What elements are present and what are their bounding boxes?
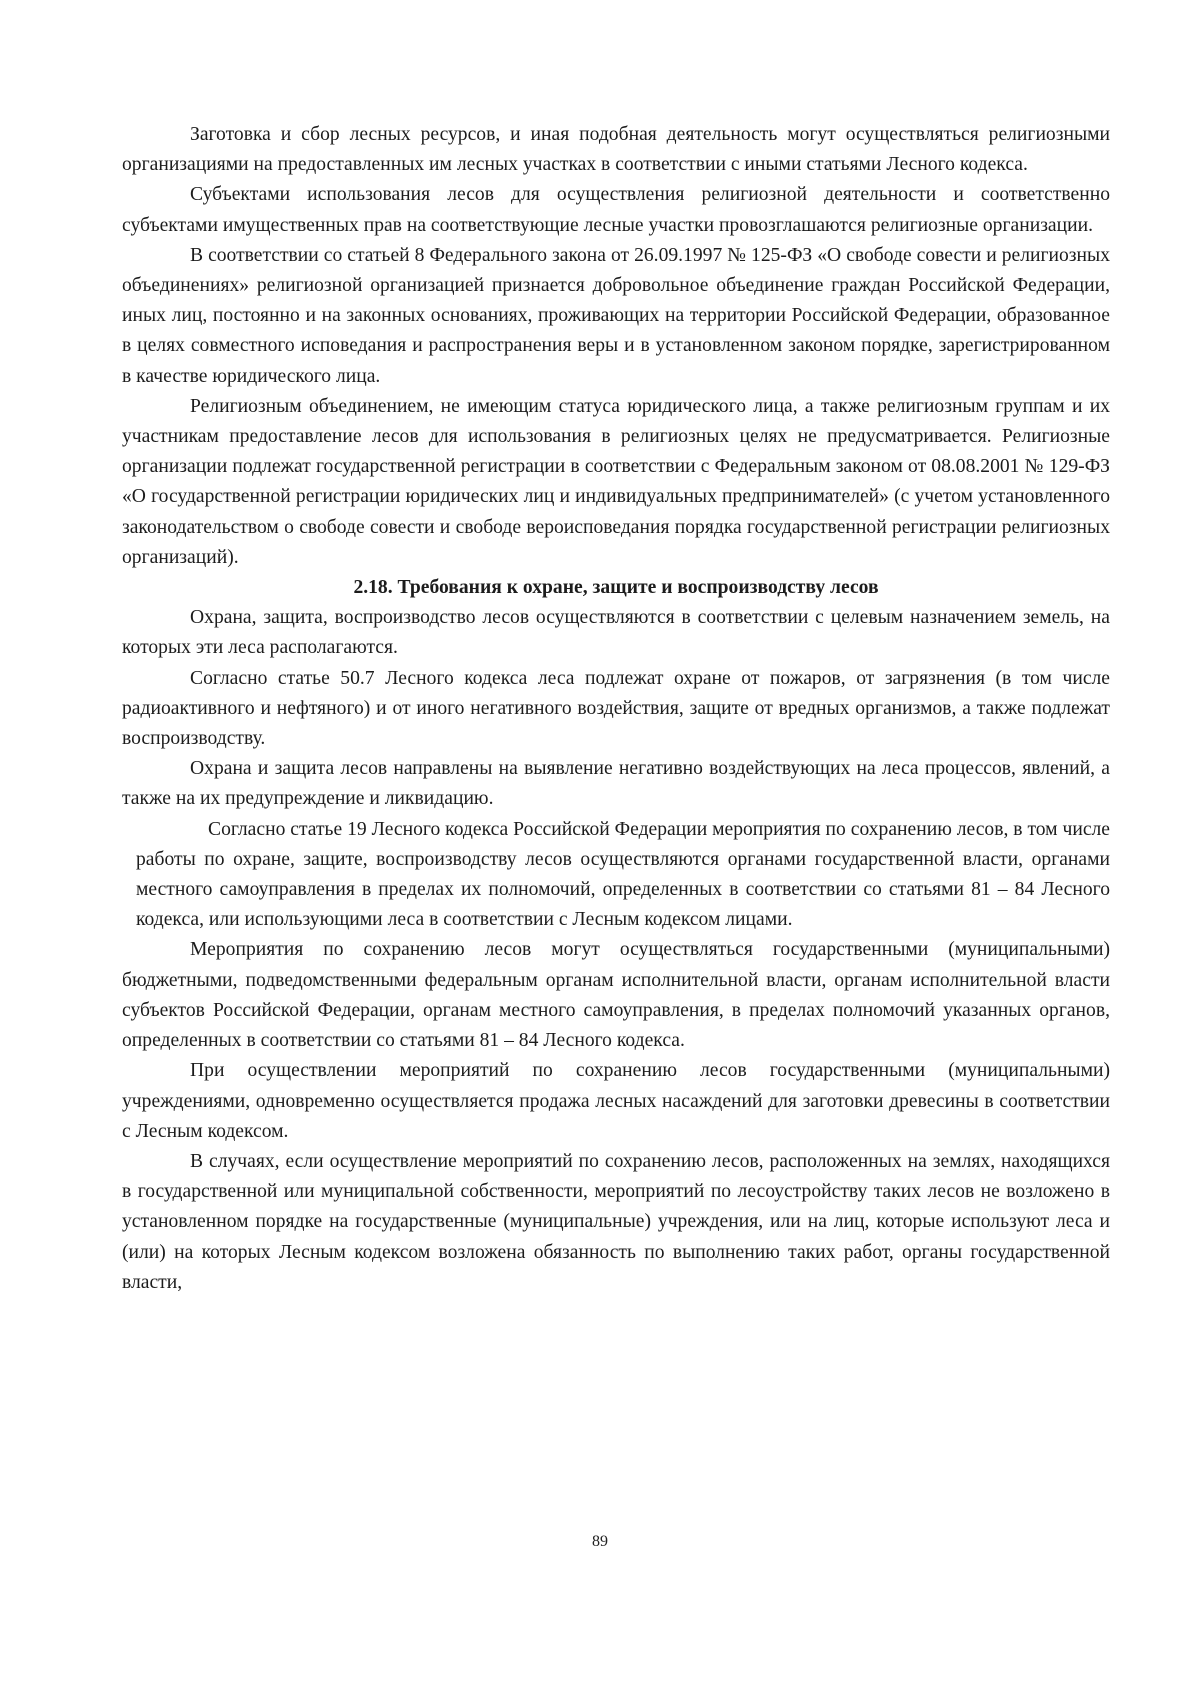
section-heading: 2.18. Требования к охране, защите и воспроизводству лесов bbox=[353, 577, 879, 599]
paragraph: В случаях, если осуществление мероприятий по сохранению лесов, расположенных на землях, находящихся в государственной или муниципальной собственности, мероприятий по лесоустройству таких лесов не возложено в установленном порядке на государственные (муниципальные) учреждения, или на лиц, которые используют леса и (или) на которых Лесным кодексом возложена обязанность по выполнению таких работ, органы государственной власти, bbox=[122, 1150, 1110, 1293]
paragraph: Религиозным объединением, не имеющим статуса юридического лица, а также религиозным группам и их участникам предоставление лесов для использования в религиозных целях не предусматривается. Религиозные организации подлежат государственной регистрации в соответствии с Федеральным законом от 08.08.2001 № 129-ФЗ «О государственной регистрации юридических лиц и индивидуальных предпринимателей» (с учетом установленного законодательством о свободе совести и свободе вероисповедания порядка государственной регистрации религиозных организаций). bbox=[122, 395, 1110, 568]
paragraph: При осуществлении мероприятий по сохранению лесов государственными (муниципальными) учреждениями, одновременно осуществляется продажа лесных насаждений для заготовки древесины в соответствии с Лесным кодексом. bbox=[122, 1060, 1110, 1142]
paragraph: Согласно статье 19 Лесного кодекса Российской Федерации мероприятия по сохранению лесов, в том числе работы по охране, защите, воспроизводству лесов осуществляются органами государственной власти, органами местного самоуправления в пределах их полномочий, определенных в соответствии со статьями 81 – 84 Лесного кодекса, или использующими леса в соответствии с Лесным кодексом лицами. bbox=[136, 818, 1110, 931]
paragraph: Охрана, защита, воспроизводство лесов осуществляются в соответствии с целевым назначением земель, на которых эти леса располагаются. bbox=[122, 607, 1110, 659]
paragraph: Мероприятия по сохранению лесов могут осуществляться государственными (муниципальными) бюджетными, подведомственными федеральным органам исполнительной власти, органам исполнительной власти субъектов Российской Федерации, органам местного самоуправления, в пределах полномочий указанных органов, определенных в соответствии со статьями 81 – 84 Лесного кодекса. bbox=[122, 939, 1110, 1052]
paragraph: Субъектами использования лесов для осуществления религиозной деятельности и соответственно субъектами имущественных прав на соответствующие лесные участки провозглашаются религиозные организации. bbox=[122, 184, 1110, 236]
paragraph: Заготовка и сбор лесных ресурсов, и иная подобная деятельность могут осуществляться религиозными организациями на предоставленных им лесных участках в соответствии с иными статьями Лесного кодекса. bbox=[122, 124, 1110, 176]
paragraph: Согласно статье 50.7 Лесного кодекса леса подлежат охране от пожаров, от загрязнения (в том числе радиоактивного и нефтяного) и от иного негативного воздействия, защите от вредных организмов, а также подлежат воспроизводству. bbox=[122, 667, 1110, 750]
paragraph: Охрана и защита лесов направлены на выявление негативно воздействующих на леса процессов, явлений, а также на их предупреждение и ликвидацию. bbox=[122, 758, 1110, 810]
paragraph: В соответствии со статьей 8 Федерального закона от 26.09.1997 № 125-ФЗ «О свободе совести и религиозных объединениях» религиозной организацией признается добровольное объединение граждан Российской Федерации, иных лиц, постоянно и на законных основаниях, проживающих на территории Российской Федерации, образованное в целях совместного исповедания и распространения веры и в установленном законом порядке, зарегистрированном в качестве юридического лица. bbox=[122, 244, 1110, 387]
page-number: 89 bbox=[592, 1533, 608, 1550]
document-body bbox=[122, 120, 1110, 1298]
